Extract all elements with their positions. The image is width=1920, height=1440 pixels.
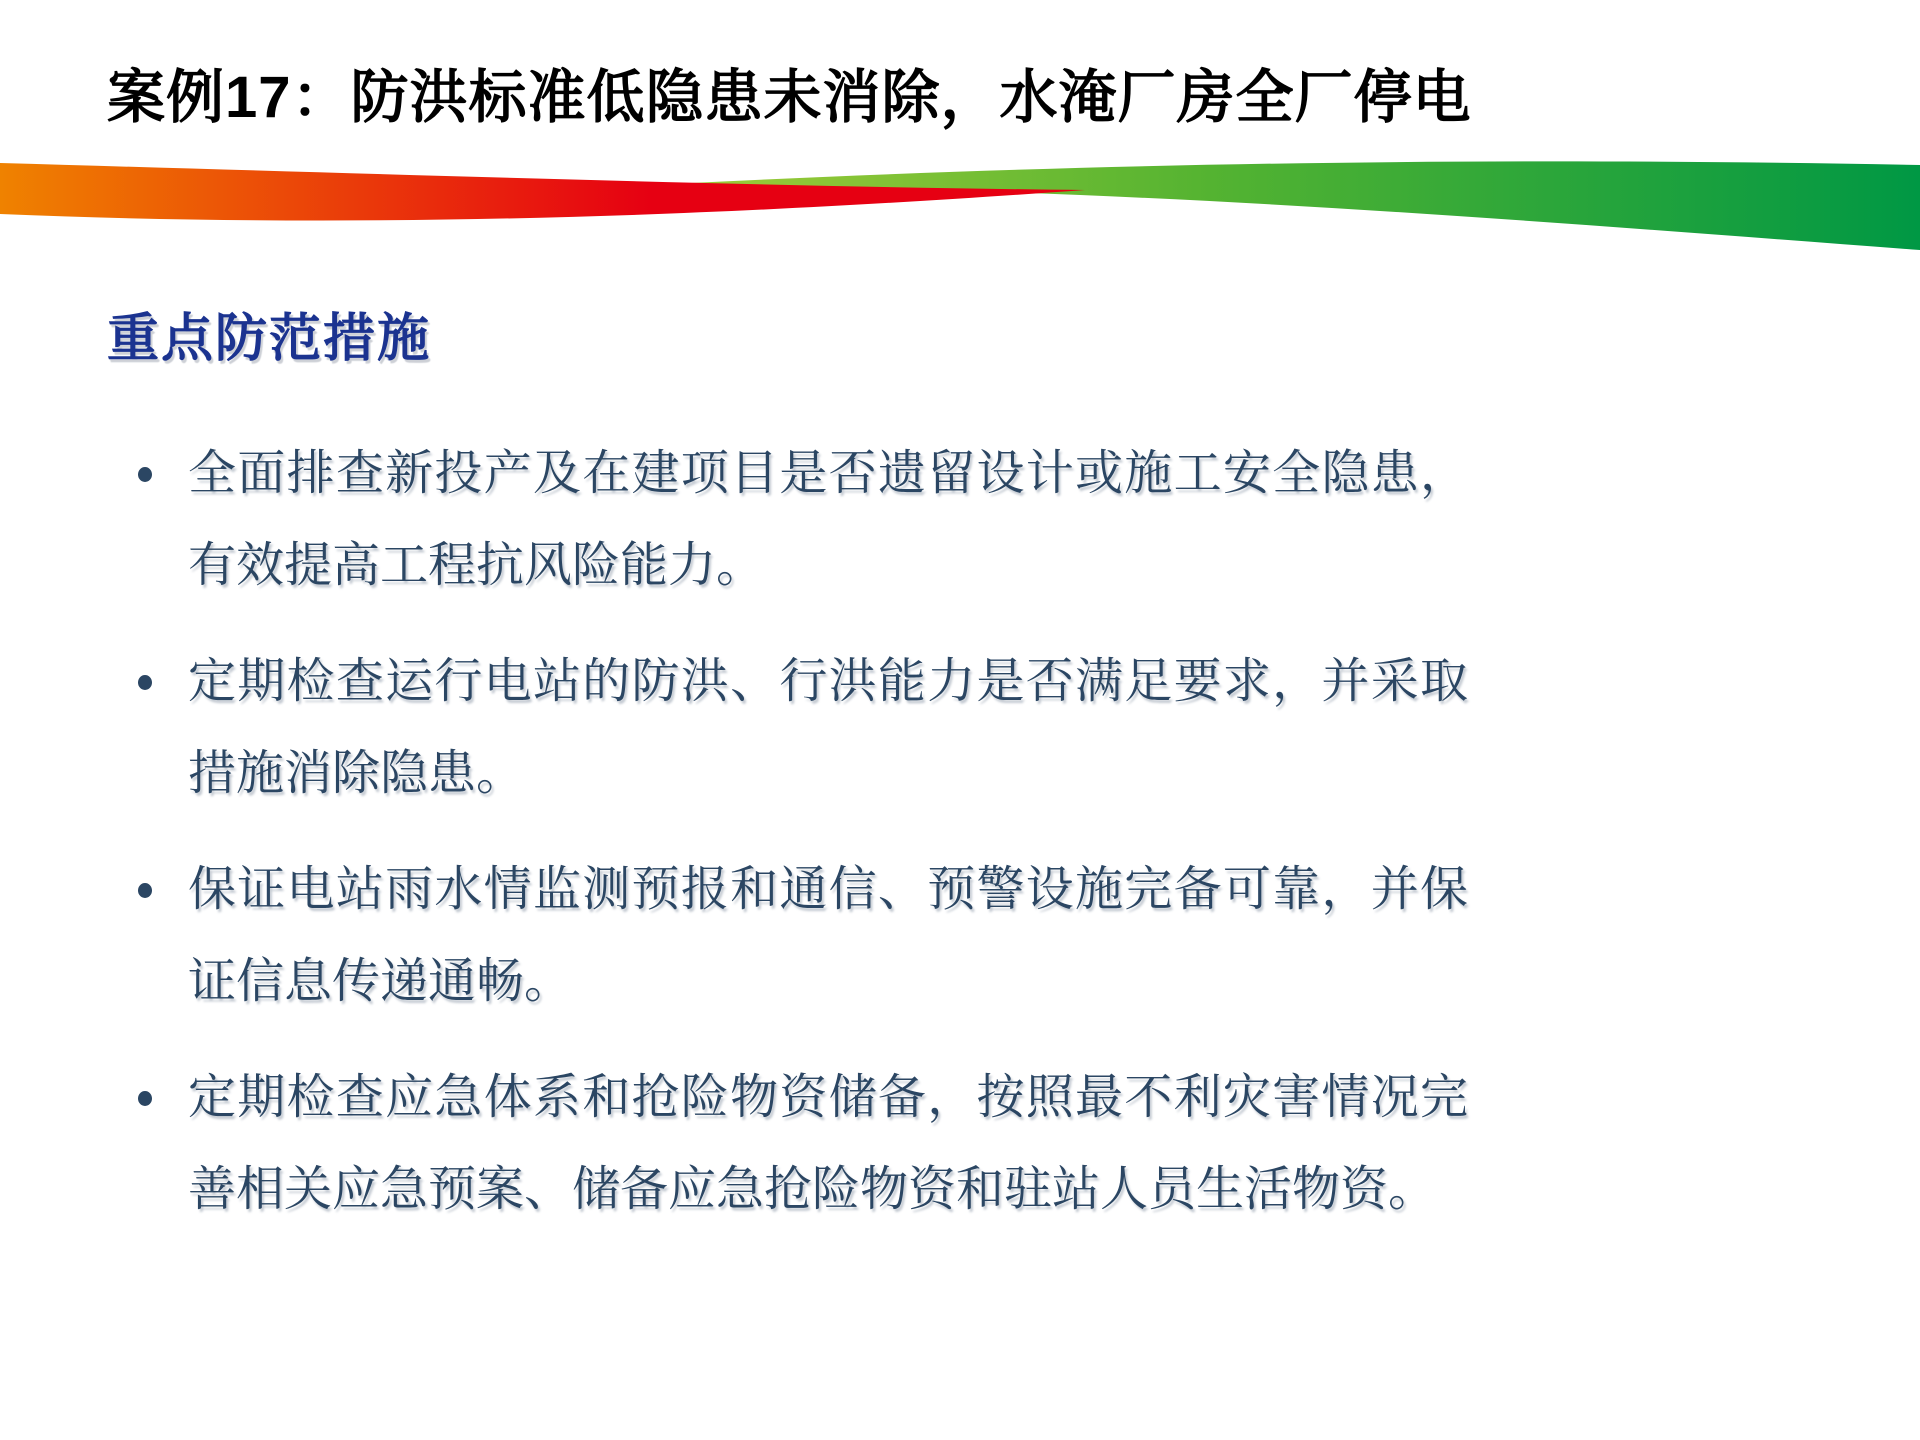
decorative-wave-ribbon: [0, 125, 1920, 265]
bullet-dot-icon: [138, 883, 152, 898]
bullet-text: 全面排查新投产及在建项目是否遗留设计或施工安全隐患，有效提高工程抗风险能力。: [188, 447, 1468, 592]
bullet-dot-icon: [138, 1091, 152, 1106]
red-ribbon-shape: [0, 163, 1085, 221]
bullet-dot-icon: [138, 675, 152, 690]
list-item: [110, 636, 1610, 820]
bullet-text: 定期检查应急体系和抢险物资储备，按照最不利灾害情况完善相关应急预案、储备应急抢险物资和驻站人员生活物资。: [188, 1071, 1468, 1216]
section-heading: 重点防范措施: [107, 310, 432, 368]
bullet-text: 定期检查运行电站的防洪、行洪能力是否满足要求，并采取措施消除隐患。: [188, 655, 1468, 800]
bullet-dot-icon: [138, 467, 152, 482]
slide-title: 案例17：防洪标准低隐患未消除，水淹厂房全厂停电: [107, 65, 1472, 130]
list-item: [110, 844, 1610, 1028]
bullet-list: [110, 428, 1610, 1260]
list-item: [110, 428, 1610, 612]
bullet-text: 保证电站雨水情监测预报和通信、预警设施完备可靠，并保证信息传递通畅。: [188, 863, 1468, 1008]
list-item: [110, 1052, 1610, 1236]
